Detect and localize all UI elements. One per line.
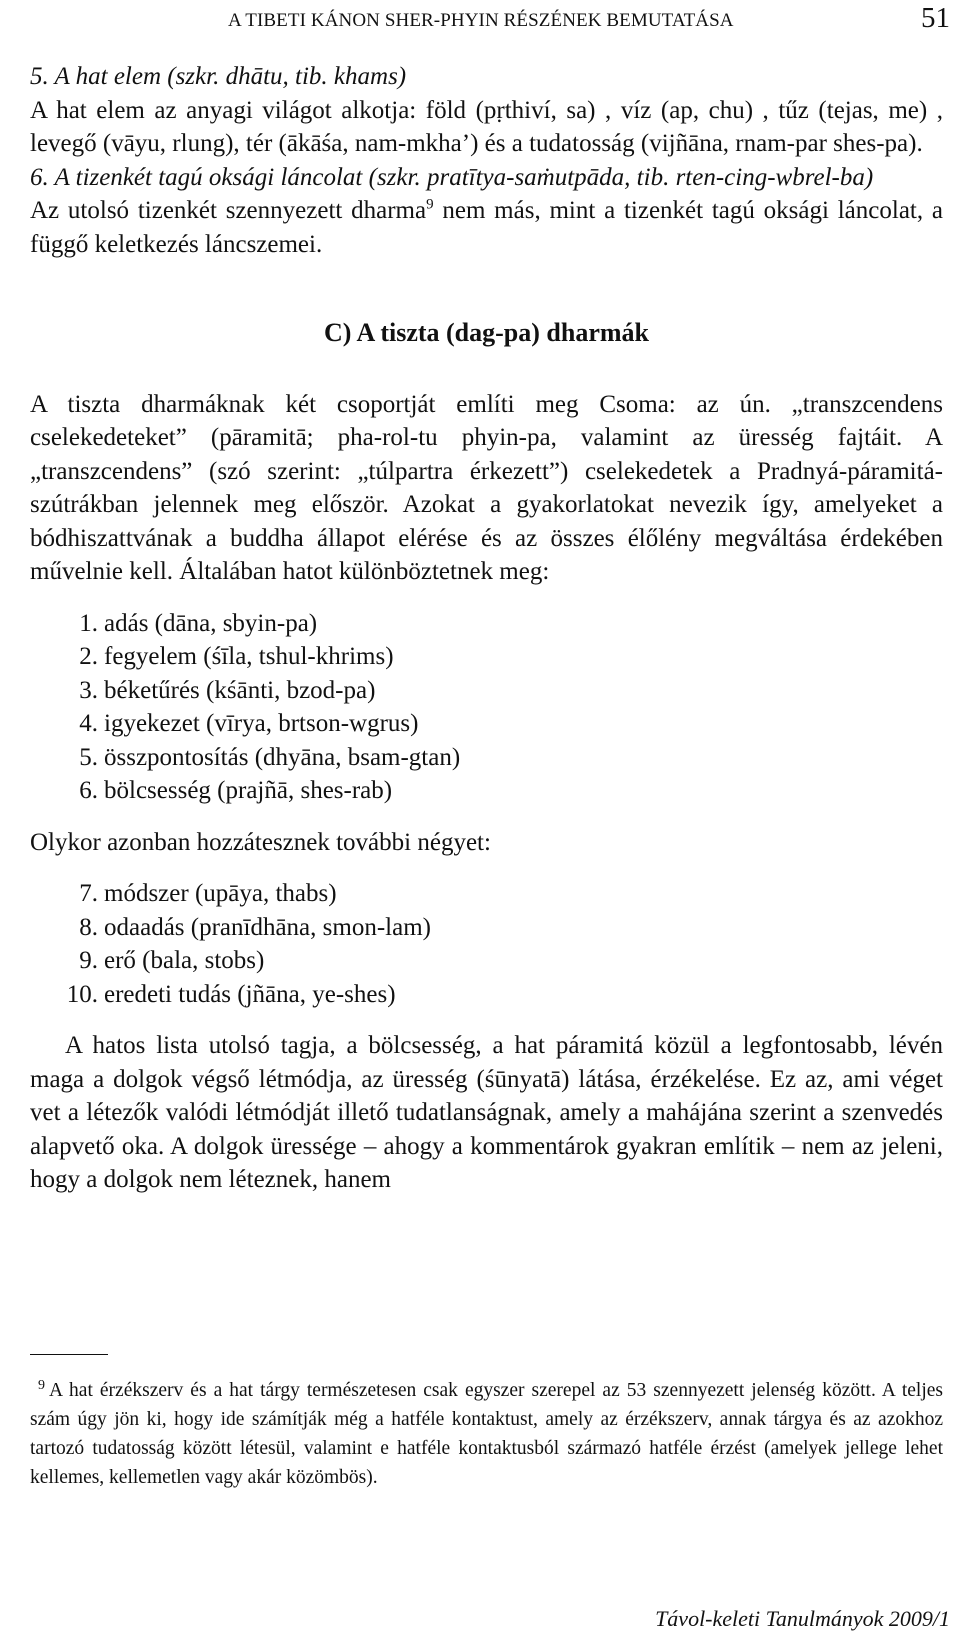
list-item-number: 4.: [79, 710, 98, 737]
section-c-paragraph: A tiszta dharmáknak két csoportját említi meg Csoma: az ún. „transzcendens cselekedeteket” (pāramitā; pha-rol-tu phyin-pa, valamint az üresség fajtáit. A „transzcendens” (szó szerint: „túlpartra érkezett”) cselekedetek a Pradnyá-páramitá-szútrákban jelennek meg először. Azokat a gyakorlatokat nevezik így, amelyeket a bódhiszattvának a buddha állapot elérése és az összes élőlény megváltása érdekében művelnie kell. Általában hatot különböztetnek meg:: [30, 390, 943, 585]
list-item-number: 2.: [79, 643, 98, 670]
section-c-mid-line: Olykor azonban hozzátesznek további négyet:: [30, 828, 491, 856]
journal-footer: Távol-keleti Tanulmányok 2009/1: [655, 1606, 950, 1631]
list-item-text: bölcsesség (prajñā, shes-rab): [104, 777, 393, 804]
list-item: [30, 640, 943, 674]
paramita-list-four: [30, 877, 943, 1011]
list-item-text: erő (bala, stobs): [104, 947, 265, 974]
section-6-text-after: nem más, mint a tizenkét tagú oksági láncolat, a függő keletkezés láncszemei.: [30, 197, 943, 258]
section-6-title: 6. A tizenkét tagú oksági láncolat (szkr. pratītya-saṁutpāda, tib. rten-cing-wbrel-ba): [30, 163, 874, 191]
list-item-text: adás (dāna, sbyin-pa): [104, 609, 318, 637]
list-item-text: béketűrés (kśānti, bzod-pa): [104, 676, 376, 704]
list-item-number: 8.: [79, 913, 98, 941]
list-item: [30, 707, 943, 741]
list-item-text: igyekezet (vīrya, brtson-wgrus): [104, 710, 419, 737]
list-item: [30, 674, 943, 708]
section-6-text: [30, 194, 943, 261]
section-6-text-before: Az utolsó tizenkét szennyezett dharma: [30, 197, 427, 224]
section-5-text: A hat elem az anyagi világot alkotja: föld (pṛthiví, sa) , víz (ap, chu) , tűz (tejas, me) , levegő (vāyu, rlung), tér (ākāśa, nam-mkha’) és a tudatosság (vijñāna, rnam-par shes-pa).: [30, 96, 943, 157]
body-text: [30, 60, 943, 1197]
paramita-list-six: [30, 607, 943, 808]
list-item: [30, 911, 943, 945]
running-header: [0, 2, 960, 38]
list-item: [30, 978, 943, 1012]
list-item-text: módszer (upāya, thabs): [104, 880, 337, 907]
page-number: 51: [921, 2, 950, 34]
running-title: A TIBETI KÁNON SHER-PHYIN RÉSZÉNEK BEMUTATÁSA: [228, 10, 734, 31]
list-item-number: 9.: [79, 947, 98, 974]
list-item-number: 5.: [79, 743, 98, 771]
list-item: [30, 607, 943, 641]
list-item-number: 1.: [79, 609, 98, 637]
list-item-text: eredeti tudás (jñāna, ye-shes): [104, 980, 396, 1008]
list-item-text: összpontosítás (dhyāna, bsam-gtan): [104, 743, 461, 771]
list-item-number: 7.: [79, 880, 98, 907]
footnote-ref: 9: [426, 196, 434, 213]
footnote-divider: [30, 1354, 108, 1355]
footnote-9: [30, 1376, 943, 1492]
section-c-heading: C) A tiszta (dag-pa) dharmák: [323, 318, 649, 347]
list-item: [30, 774, 943, 808]
footnote-mark: 9: [38, 1377, 45, 1393]
list-item-number: 3.: [79, 676, 98, 704]
list-item: [30, 944, 943, 978]
list-item: [30, 877, 943, 911]
footnote-text: A hat érzékszerv és a hat tárgy természetesen csak egyszer szerepel az 53 szennyezett jelenség között. A teljes szám úgy jön ki, hogy ide számítják még a hatféle kontaktust, amely az érzékszerv, annak tárgya és az azokhoz tartozó tudatosság között létesül, valamint e hatféle kontaktusból származó hatféle érzést (amelyek jellege lehet kellemes, kellemetlen vagy akár közömbös).: [30, 1380, 943, 1488]
list-item-number: 10.: [66, 980, 98, 1008]
section-5-title: 5. A hat elem (szkr. dhātu, tib. khams): [30, 63, 407, 90]
list-item-text: fegyelem (śīla, tshul-khrims): [104, 643, 394, 670]
list-item-text: odaadás (pranīdhāna, smon-lam): [104, 913, 431, 941]
list-item: [30, 741, 943, 775]
section-c-closing: A hatos lista utolsó tagja, a bölcsesség, a hat páramitá közül a legfontosabb, lévén maga a dolgok végső létmódja, az üresség (śūnyatā) látása, érzékelése. Ez az, ami véget vet a létezők valódi létmódját illető tudatlanságnak, amely a mahájána szerint a szenvedés alapvető oka. A dolgok üressége – ahogy a kommentárok gyakran említik – nem az jeleni, hogy a dolgok nem léteznek, hanem: [30, 1032, 943, 1193]
list-item-number: 6.: [79, 777, 98, 804]
